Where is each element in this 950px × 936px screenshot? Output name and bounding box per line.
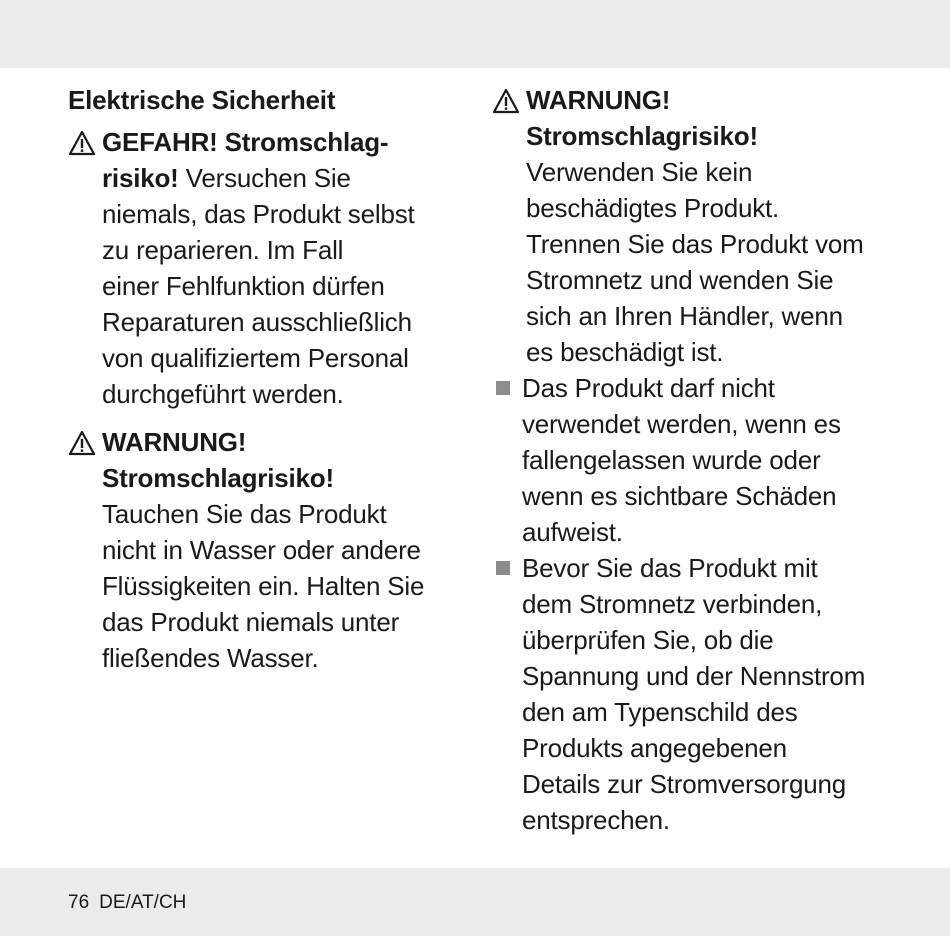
- bullet-square-icon: [496, 561, 510, 575]
- danger-line: Reparaturen ausschließlich: [102, 307, 412, 337]
- warning-line: sich an Ihren Händler, wenn: [526, 301, 843, 331]
- danger-block: [68, 124, 448, 412]
- bullet-line: den am Typenschild des: [522, 697, 798, 727]
- section-heading: Elektrische Sicherheit: [68, 85, 336, 115]
- bullet-line: Spannung und der Nennstrom: [522, 661, 866, 691]
- warning-triangle-icon: [68, 130, 96, 156]
- bullet-square-icon: [496, 381, 510, 395]
- warning-line: das Produkt niemals unter: [102, 607, 400, 637]
- warning-title: WARNUNG!: [102, 427, 247, 457]
- danger-line: niemals, das Produkt selbst: [102, 199, 415, 229]
- bullet-line: fallengelassen wurde oder: [522, 445, 821, 475]
- warning-block-left: [68, 424, 448, 676]
- warning-block-right: [492, 82, 932, 370]
- warning-line: Verwenden Sie kein: [526, 157, 753, 187]
- right-column: [492, 82, 932, 838]
- bullet-line: überprüfen Sie, ob die: [522, 625, 774, 655]
- danger-line: durchgeführt werden.: [102, 379, 344, 409]
- warning-line: fließendes Wasser.: [102, 643, 319, 673]
- bullet-line: Details zur Stromversorgung: [522, 769, 847, 799]
- bullet-line: dem Stromnetz verbinden,: [522, 589, 823, 619]
- warning-line: nicht in Wasser oder andere: [102, 535, 421, 565]
- region-label: DE/AT/CH: [99, 892, 187, 913]
- danger-title-line-1: GEFAHR! Stromschlag-: [102, 127, 389, 157]
- warning-subtitle: Stromschlagrisiko!: [526, 121, 758, 151]
- danger-line: von qualifiziertem Personal: [102, 343, 409, 373]
- page-number: 76: [68, 892, 90, 913]
- warning-line: Flüssigkeiten ein. Halten Sie: [102, 571, 425, 601]
- bullet-line: aufweist.: [522, 517, 623, 547]
- left-column: [68, 82, 448, 676]
- warning-line: Tauchen Sie das Produkt: [102, 499, 387, 529]
- page-footer: [68, 892, 196, 914]
- warning-triangle-icon: [68, 430, 96, 456]
- bullet-line: Das Produkt darf nicht: [522, 373, 775, 403]
- bullet-line: Bevor Sie das Produkt mit: [522, 553, 818, 583]
- bullet-item: [492, 370, 932, 550]
- warning-triangle-icon: [492, 88, 520, 114]
- bullet-line: verwendet werden, wenn es: [522, 409, 841, 439]
- bullet-line: entsprechen.: [522, 805, 670, 835]
- warning-line: Stromnetz und wenden Sie: [526, 265, 834, 295]
- danger-line: einer Fehlfunktion dürfen: [102, 271, 385, 301]
- danger-line: zu reparieren. Im Fall: [102, 235, 344, 265]
- warning-line: beschädigtes Produkt.: [526, 193, 780, 223]
- warning-title: WARNUNG!: [526, 85, 671, 115]
- warning-subtitle: Stromschlagrisiko!: [102, 463, 334, 493]
- danger-text-inline: Versuchen Sie: [178, 163, 351, 193]
- danger-title-line-2: risiko!: [102, 163, 179, 193]
- top-band: [0, 0, 950, 68]
- warning-line: Trennen Sie das Produkt vom: [526, 229, 864, 259]
- warning-line: es beschädigt ist.: [526, 337, 724, 367]
- bullet-item: [492, 550, 932, 838]
- bullet-line: Produkts angegebenen: [522, 733, 787, 763]
- bullet-line: wenn es sichtbare Schäden: [522, 481, 837, 511]
